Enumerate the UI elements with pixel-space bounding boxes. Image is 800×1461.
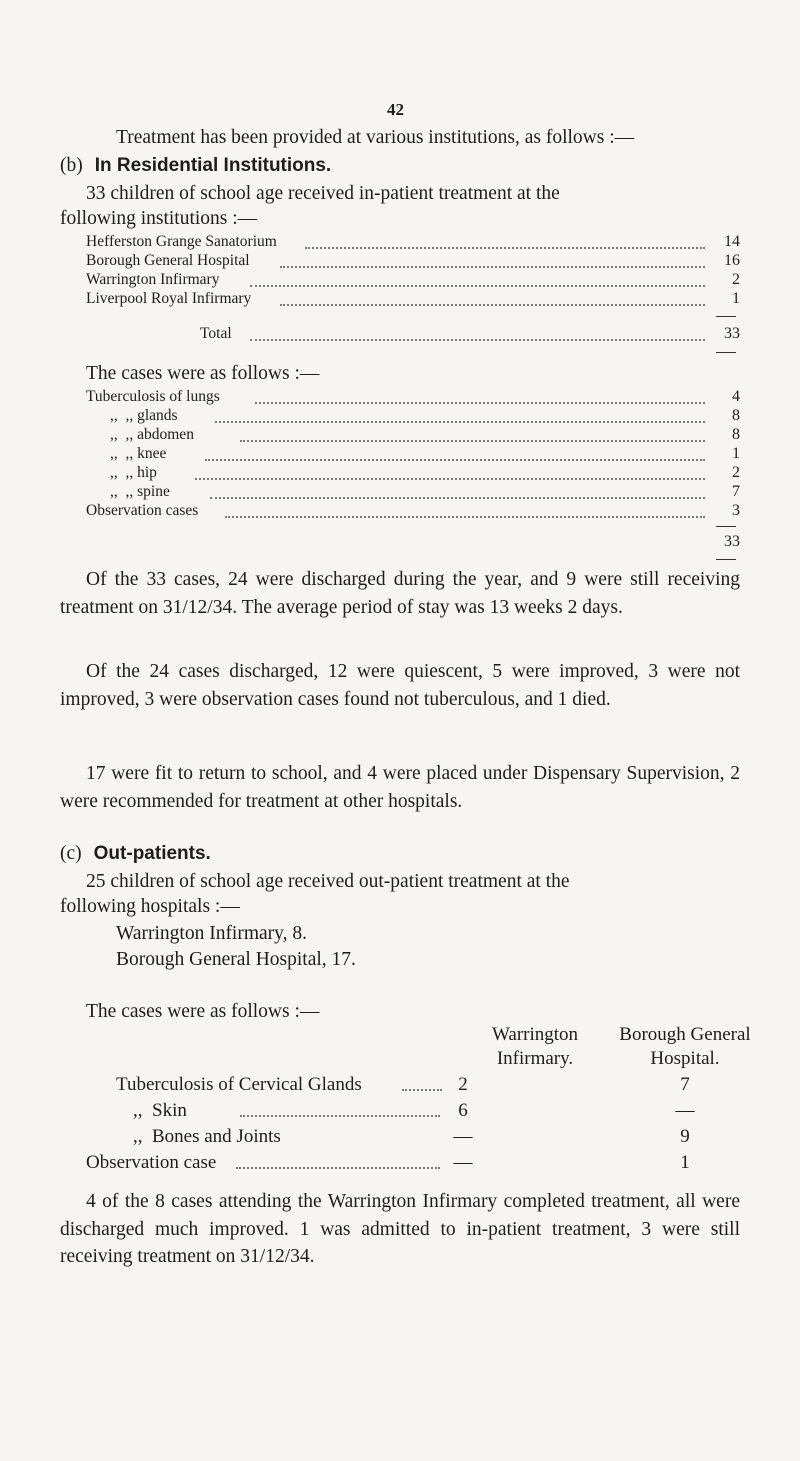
- paragraph: 17 were fit to return to school, and 4 were placed under Dispensary Supervision, 2 were recommended for treatment at other hospitals.: [60, 763, 740, 812]
- dot-leader: [225, 516, 705, 518]
- row-label: ,, Bones and Joints: [133, 1126, 281, 1147]
- dot-leader: [402, 1089, 442, 1091]
- dot-leader: [305, 247, 705, 249]
- sum-rule: [716, 526, 736, 527]
- case-label: Observation cases: [86, 502, 199, 519]
- warrington-value: 2: [458, 1074, 468, 1095]
- dot-leader: [215, 421, 705, 423]
- warrington-value: 6: [458, 1100, 468, 1121]
- column-header: Infirmary.: [496, 1048, 574, 1069]
- borough-value: —: [675, 1100, 695, 1121]
- column-header: Hospital.: [650, 1048, 720, 1069]
- section-b-marker: (b): [60, 155, 83, 176]
- case-count: 8: [732, 407, 740, 424]
- intro-text: Treatment has been provided at various institutions, as follows :—: [116, 127, 635, 148]
- dot-leader: [236, 1167, 440, 1169]
- case-label: ,, ,, spine: [110, 483, 170, 500]
- institution-name: Hefferston Grange Sanatorium: [86, 233, 277, 250]
- dot-leader: [240, 440, 705, 442]
- dot-leader: [250, 339, 705, 341]
- column-header: Warrington: [491, 1024, 579, 1045]
- case-count: 4: [732, 388, 740, 405]
- warrington-value: —: [453, 1126, 473, 1147]
- section-c-lead-1: 25 children of school age received out-patient treatment at the: [86, 871, 570, 892]
- total-value: 33: [724, 325, 740, 342]
- institution-name: Borough General Hospital: [86, 252, 250, 269]
- cases-intro: The cases were as follows :—: [86, 1001, 320, 1022]
- cases-intro: The cases were as follows :—: [86, 363, 320, 384]
- page-number: 42: [387, 100, 404, 119]
- section-b-heading: In Residential Institutions.: [94, 155, 332, 176]
- case-count: 2: [732, 464, 740, 481]
- section-b-lead-2: following institutions :—: [60, 208, 258, 229]
- row-label: Tuberculosis of Cervical Glands: [116, 1074, 362, 1095]
- section-c-lead-2: following hospitals :—: [60, 896, 240, 917]
- borough-value: 1: [680, 1152, 690, 1173]
- dot-leader: [255, 402, 705, 404]
- total-label: Total: [200, 325, 232, 342]
- paragraph: Of the 24 cases discharged, 12 were quiescent, 5 were improved, 3 were not improved, 3 were observation cases found not tuberculous, and 1 died.: [60, 661, 740, 710]
- case-label: ,, ,, knee: [110, 445, 167, 462]
- case-label: ,, ,, abdomen: [110, 426, 194, 443]
- section-c-heading: Out-patients.: [93, 843, 211, 864]
- dot-leader: [195, 478, 705, 480]
- dot-leader: [210, 497, 705, 499]
- institution-count: 16: [724, 252, 740, 269]
- hospital-line: Borough General Hospital, 17.: [116, 949, 356, 970]
- row-label: ,, Skin: [133, 1100, 187, 1121]
- borough-value: 9: [680, 1126, 690, 1147]
- case-label: Tuberculosis of lungs: [86, 388, 220, 405]
- case-count: 8: [732, 426, 740, 443]
- case-count: 1: [732, 445, 740, 462]
- institution-name: Warrington Infirmary: [86, 271, 220, 288]
- warrington-value: —: [453, 1152, 473, 1173]
- case-label: ,, ,, hip: [110, 464, 157, 481]
- cases-total: 33: [724, 533, 740, 550]
- dot-leader: [280, 304, 705, 306]
- section-c-header: [60, 840, 211, 867]
- case-label: ,, ,, glands: [110, 407, 178, 424]
- institution-name: Liverpool Royal Infirmary: [86, 290, 252, 307]
- paragraph: 4 of the 8 cases attending the Warrington Infirmary completed treatment, all were discharged much improved. 1 was admitted to in-patient treatment, 3 were still receiving treatment on 31/12/34.: [60, 1191, 740, 1267]
- borough-value: 7: [680, 1074, 690, 1095]
- total-rule: [716, 559, 736, 560]
- dot-leader: [205, 459, 705, 461]
- dot-leader: [280, 266, 705, 268]
- institution-count: 14: [724, 233, 740, 250]
- section-c-marker: (c): [60, 843, 82, 864]
- case-count: 3: [732, 502, 740, 519]
- institution-count: 1: [732, 290, 740, 307]
- sum-rule: [716, 316, 736, 317]
- column-header: Borough General: [619, 1024, 751, 1045]
- row-label: Observation case: [86, 1152, 217, 1173]
- dot-leader: [240, 1115, 440, 1117]
- dot-leader: [250, 285, 705, 287]
- institution-count: 2: [732, 271, 740, 288]
- hospital-line: Warrington Infirmary, 8.: [116, 923, 308, 944]
- case-count: 7: [732, 483, 740, 500]
- total-rule: [716, 352, 736, 353]
- paragraph: Of the 33 cases, 24 were discharged during the year, and 9 were still receiving treatment on 31/12/34. The average period of stay was 13 weeks 2 days.: [60, 569, 740, 618]
- section-b-header: [60, 152, 331, 179]
- section-b-lead-1: 33 children of school age received in-patient treatment at the: [86, 183, 560, 204]
